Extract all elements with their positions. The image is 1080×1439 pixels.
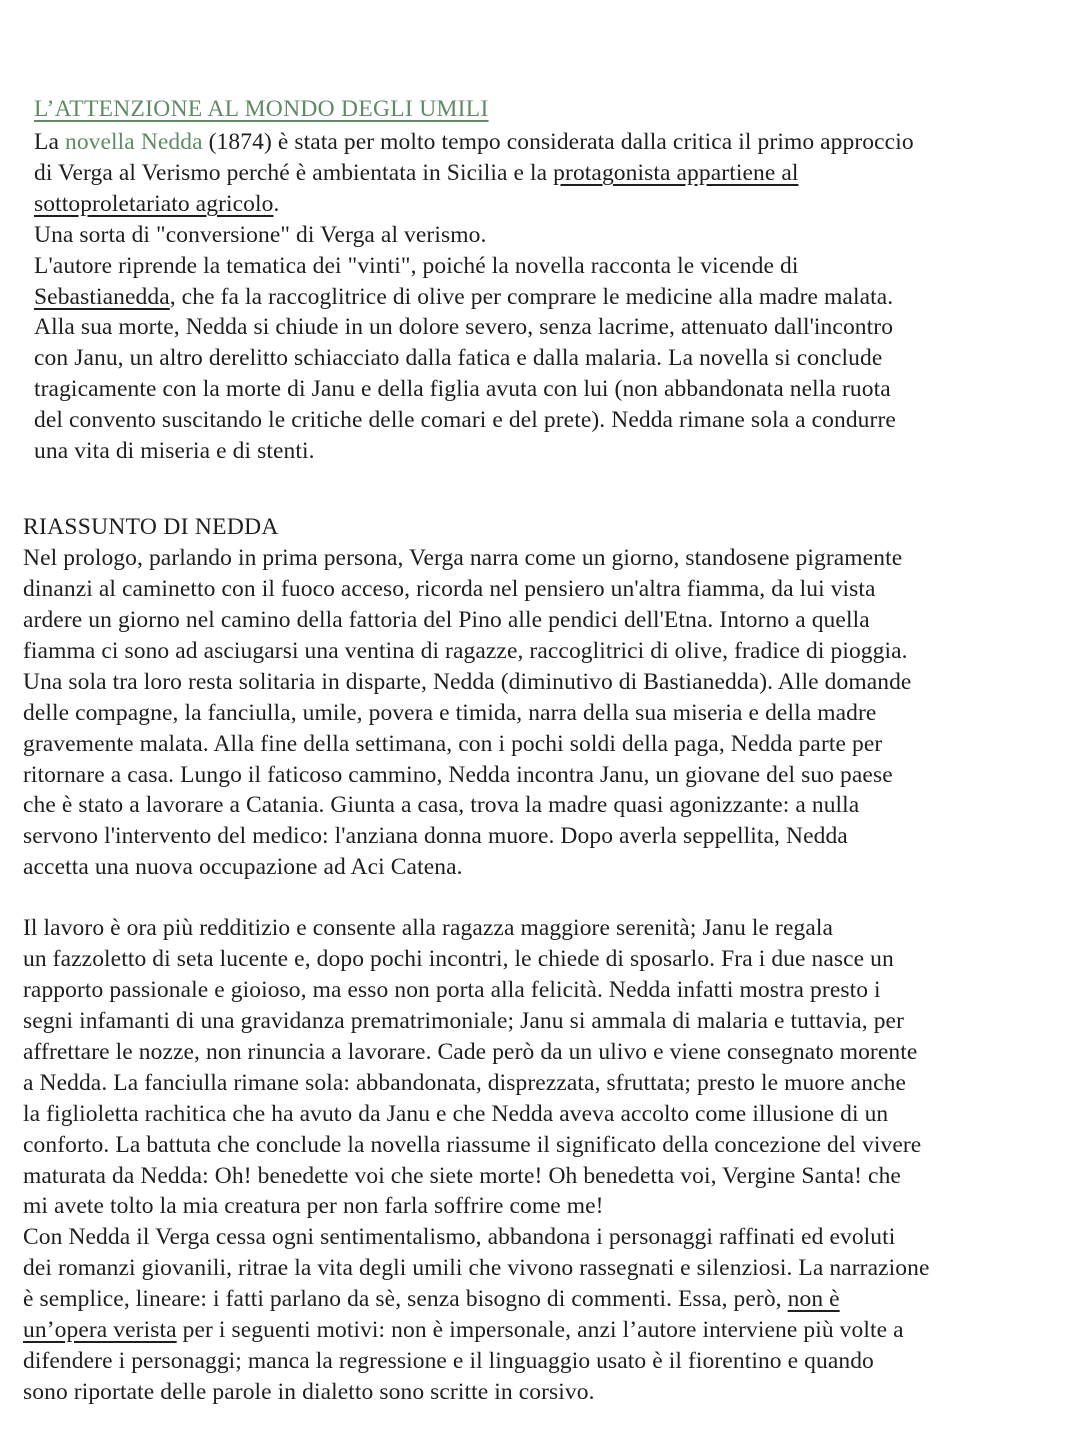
- text-line: dei romanzi giovanili, ritrae la vita degli umili che vivono rassegnati e silenziosi. La narrazione: [23, 1255, 930, 1281]
- text-line: Il lavoro è ora più redditizio e consente alla ragazza maggiore serenità; Janu le regala: [23, 915, 834, 941]
- text-line: Una sola tra loro resta solitaria in disparte, Nedda (diminutivo di Bastianedda). Alle domande: [23, 669, 912, 695]
- text-line: L'autore riprende la tematica dei "vinti", poiché la novella racconta le vicende di: [34, 253, 799, 279]
- text-line: [34, 158, 799, 189]
- highlight-novella-nedda: novella Nedda: [64, 129, 203, 155]
- text-line: [23, 1284, 840, 1315]
- text-span: , che fa la raccoglitrice di olive per comprare le medicine alla madre malata.: [169, 284, 894, 310]
- text-line: ritornare a casa. Lungo il faticoso cammino, Nedda incontra Janu, un giovane del suo paese: [23, 762, 893, 788]
- text-line: accetta una nuova occupazione ad Aci Catena.: [23, 854, 463, 880]
- text-span: per i seguenti motivi: non è impersonale, anzi l’autore interviene più volte a: [176, 1317, 904, 1343]
- section-heading-umili: L’ATTENZIONE AL MONDO DEGLI UMILI: [34, 96, 489, 122]
- text-line: rapporto passionale e gioioso, ma esso non porta alla felicità. Nedda infatti mostra presto i: [23, 977, 881, 1003]
- text-line: Nel prologo, parlando in prima persona, Verga narra come un giorno, standosene pigramente: [23, 545, 903, 571]
- text-line: affrettare le nozze, non rinuncia a lavorare. Cade però da un ulivo e viene consegnato morente: [23, 1039, 918, 1065]
- text-line: delle compagne, la fanciulla, umile, povera e timida, narra della sua miseria e della madre: [23, 700, 877, 726]
- text-line: Alla sua morte, Nedda si chiude in un dolore severo, senza lacrime, attenuato dall'incontro: [34, 314, 894, 340]
- underlined-text: non è: [787, 1286, 840, 1312]
- text-line: la figlioletta rachitica che ha avuto da Janu e che Nedda aveva accolto come illusione di un: [23, 1101, 889, 1127]
- text-line: segni infamanti di una gravidanza prematrimoniale; Janu si ammala di malaria e tuttavia, per: [23, 1008, 904, 1034]
- text-line: a Nedda. La fanciulla rimane sola: abbandonata, disprezzata, sfruttata; presto le muore anche: [23, 1070, 906, 1096]
- text-line: gravemente malata. Alla fine della settimana, con i pochi soldi della paga, Nedda parte per: [23, 731, 883, 757]
- text-line: mi avete tolto la mia creatura per non farla soffrire come me!: [23, 1193, 604, 1219]
- text-line: un fazzoletto di seta lucente e, dopo pochi incontri, le chiede di sposarlo. Fra i due nasce un: [23, 946, 894, 972]
- text-span: di Verga al Verismo perché è ambientata in Sicilia e la: [34, 160, 554, 186]
- text-span: La: [34, 129, 65, 155]
- underlined-text: protagonista appartiene al: [553, 160, 799, 186]
- text-line: sono riportate delle parole in dialetto sono scritte in corsivo.: [23, 1379, 595, 1405]
- text-line: tragicamente con la morte di Janu e della figlia avuta con lui (non abbandonata nella ruota: [34, 376, 891, 402]
- text-line: [34, 189, 279, 220]
- text-line: maturata da Nedda: Oh! benedette voi che siete morte! Oh benedetta voi, Vergine Santa! che: [23, 1163, 901, 1189]
- text-span: (1874) è stata per molto tempo considerata dalla critica il primo approccio: [202, 129, 914, 155]
- text-line: una vita di miseria e di stenti.: [34, 438, 315, 464]
- text-line: Con Nedda il Verga cessa ogni sentimentalismo, abbandona i personaggi raffinati ed evoluti: [23, 1224, 896, 1250]
- text-span: è semplice, lineare: i fatti parlano da sè, senza bisogno di commenti. Essa, però,: [23, 1286, 788, 1312]
- text-line: conforto. La battuta che conclude la novella riassume il significato della concezione del vivere: [23, 1132, 922, 1158]
- text-line: [34, 282, 893, 313]
- text-line: fiamma ci sono ad asciugarsi una ventina di ragazze, raccoglitrici di olive, fradice di pioggia.: [23, 638, 908, 664]
- underlined-text: Sebastianedda: [34, 284, 170, 310]
- underlined-text: un’opera verista: [23, 1317, 177, 1343]
- text-line: [23, 1315, 904, 1346]
- text-line: del convento suscitando le critiche delle comari e del prete). Nedda rimane sola a condurre: [34, 407, 896, 433]
- text-line: con Janu, un altro derelitto schiacciato dalla fatica e dalla malaria. La novella si conclude: [34, 345, 883, 371]
- text-line: dinanzi al caminetto con il fuoco acceso, ricorda nel pensiero un'altra fiamma, da lui vista: [23, 576, 876, 602]
- text-span: .: [273, 191, 280, 217]
- text-line: Una sorta di "conversione" di Verga al verismo.: [34, 222, 487, 248]
- text-line: ardere un giorno nel camino della fattoria del Pino alle pendici dell'Etna. Intorno a quella: [23, 607, 870, 633]
- section-heading-riassunto: RIASSUNTO DI NEDDA: [23, 514, 279, 540]
- underlined-text: sottoproletariato agricolo: [34, 191, 274, 217]
- text-line: difendere i personaggi; manca la regressione e il linguaggio usato è il fiorentino e quando: [23, 1348, 874, 1374]
- text-line: servono l'intervento del medico: l'anziana donna muore. Dopo averla seppellita, Nedda: [23, 823, 848, 849]
- text-line: che è stato a lavorare a Catania. Giunta a casa, trova la madre quasi agonizzante: a nulla: [23, 792, 860, 818]
- text-line: [34, 127, 914, 158]
